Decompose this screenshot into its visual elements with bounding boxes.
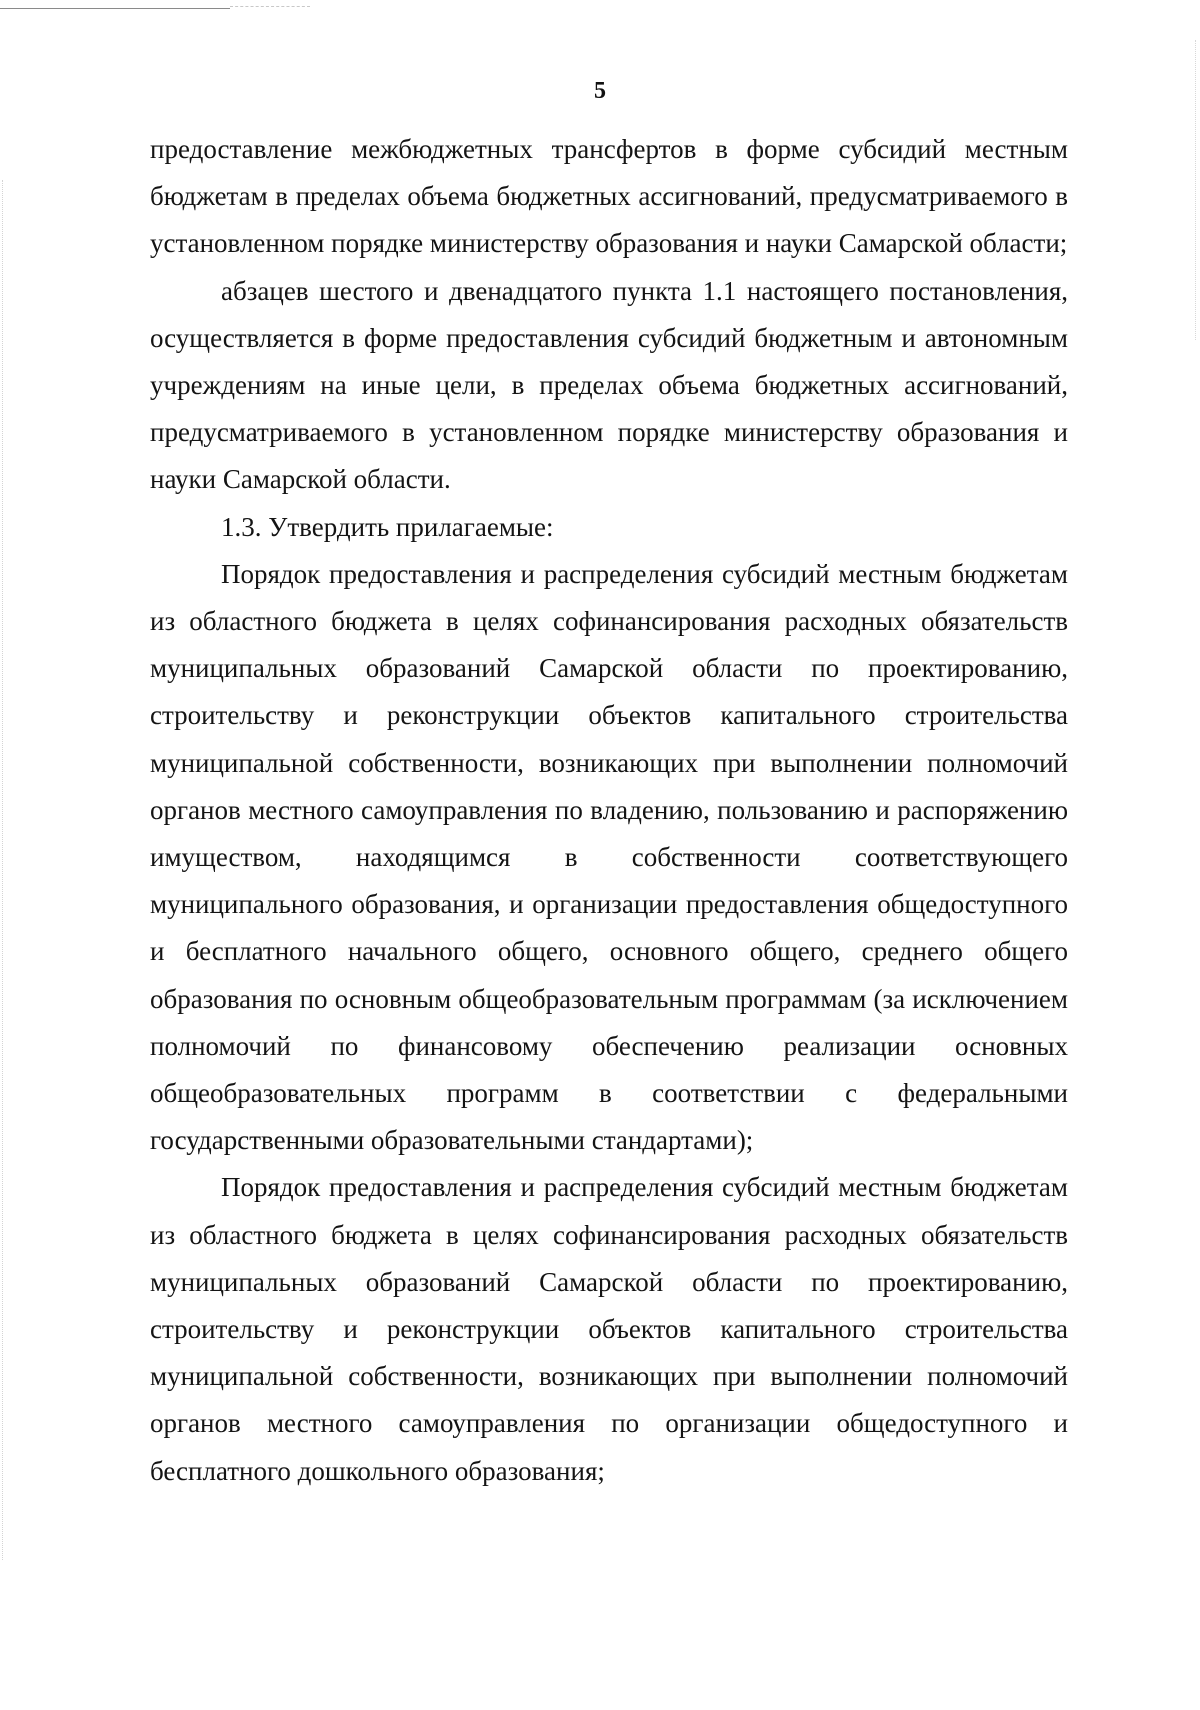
- paragraph: Порядок предоставления и распределения субсидий местным бюджетам из областного бюджета в целях софинансирования расходных обязательств муниципальных образований Самарской области по проектированию, строительству и реконструкции объектов капитального строительства муниципальной собственности, возникающих при выполнении полномочий органов местного самоуправления по организации общедоступного и бесплатного дошкольного образования;: [150, 1172, 1068, 1486]
- section-heading: 1.3. Утвердить прилагаемые:: [221, 511, 554, 542]
- page-number: 5: [594, 78, 606, 104]
- paragraph: Порядок предоставления и распределения субсидий местным бюджетам из областного бюджета в целях софинансирования расходных обязательств муниципальных образований Самарской области по проектированию, строительству и реконструкции объектов капитального строительства муниципальной собственности, возникающих при выполнении полномочий органов местного самоуправления по владению, пользованию и распоряжению имуществом, находящимся в собственности соответствующего муниципального образования, и организации предоставления общедоступного и бесплатного начального общего, основного общего, среднего общего образования по основным общеобразовательным программам (за исключением полномочий по финансовому обеспечению реализации основных общеобразовательных программ в соответствии с федеральными государственными образовательными стандартами);: [150, 558, 1068, 1156]
- scan-artifact-line: [230, 6, 310, 7]
- paragraph: абзацев шестого и двенадцатого пункта 1.1 настоящего постановления, осуществляется в форме предоставления субсидий бюджетным и автономным учреждениям на иные цели, в пределах объема бюджетных ассигнований, предусматриваемого в установленном порядке министерству образования и науки Самарской области.: [150, 275, 1068, 495]
- scan-artifact-edge: [2, 180, 3, 1560]
- paragraph: предоставление межбюджетных трансфертов в форме субсидий местным бюджетам в пределах объема бюджетных ассигнований, предусматриваемого в установленном порядке министерству образования и науки Самарской области;: [150, 134, 1068, 259]
- document-body: [150, 126, 1068, 1495]
- scan-artifact-line: [0, 8, 230, 9]
